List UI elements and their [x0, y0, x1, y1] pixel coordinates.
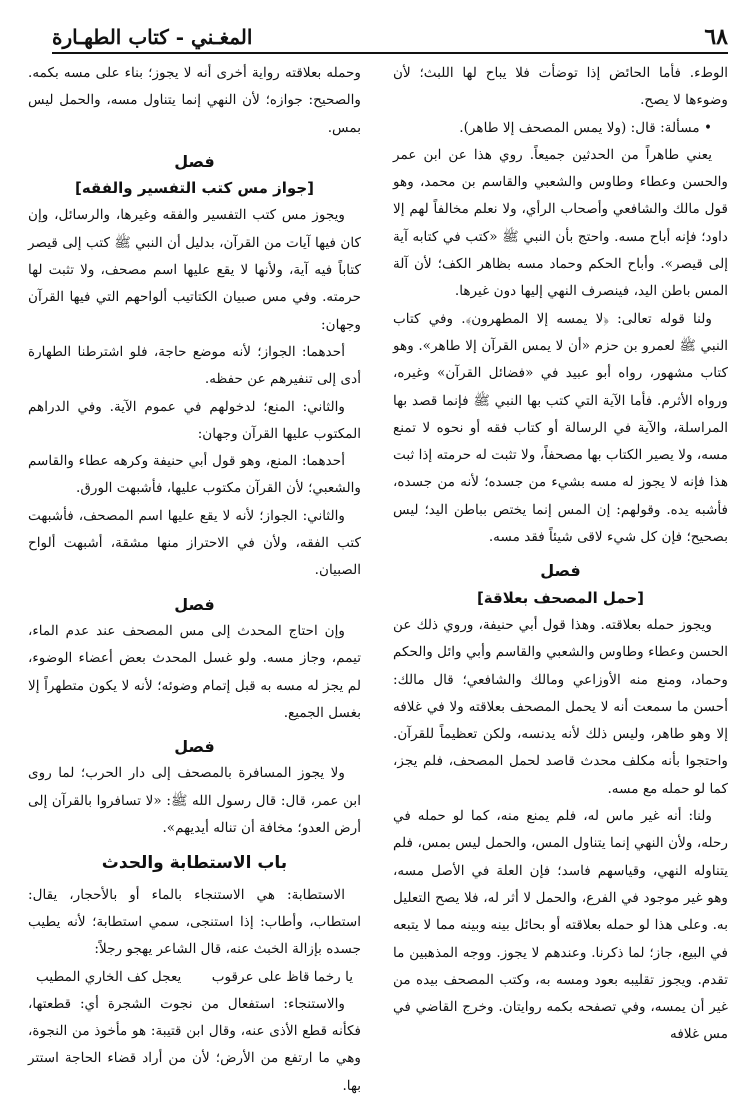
section-heading: فصل: [174, 151, 215, 171]
chapter-heading: باب الاستطابة والحدث: [101, 853, 288, 874]
section-subtitle: [حمل المصحف بعلاقة]: [476, 588, 645, 607]
paragraph: ولنا: أنه غير ماس له، فلم يمنع منه، كما لو حمله في رحله، ولأن النهي إنما يتناول المس، والحمل ليس بمس، فلم يتناوله النهي، وقياسهم فاسد؛ فإن العلة في الأصل مسه، وهو غير موجود في الفرع، والحمل لا أثر له، فلا يصح التعليل به. وعلى هذا لو حمله بعلاقته أو بحائل بينه وبينه مما لا يتبعه في البيع، جاز؛ لما ذكرنا. وعندهم لا يجوز. ووجه المذهبين ما تقدم. ويجوز تقليبه بعود ومسه به، وكتب المصحف بيده من غير أن يمسه، وفي تصفحه بكمه روايتان. وخرج القاضي في مس غلافه: [393, 808, 728, 1043]
paragraph: والثاني: الجواز؛ لأنه لا يقع عليها اسم المصحف، فأشبهت كتب الفقه، ولأن في الاحتراز منها مشقة، أشبهت ألواح الصبيان.: [28, 507, 361, 579]
paragraph: الوطء. فأما الحائض إذا توضأت فلا يباح لها اللبث؛ لأن وضوءها لا يصح.: [393, 65, 728, 109]
running-header: [52, 22, 728, 54]
paragraph: والاستنجاء: استفعال من نجوت الشجرة أي: قطعتها، فكأنه قطع الأذى عنه، وقال ابن قتيبة: هو مأخوذ من النجوة، وهي ما ارتفع من الأرض؛ لأن من أراد قضاء الحاجة استتر بها.: [28, 995, 361, 1094]
paragraph: ولنا قوله تعالى: ﴿لا يمسه إلا المطهرون﴾. وفي كتاب النبي ﷺ لعمرو بن حزم «أن لا يمس القرآن إلا طاهر». وهو كتاب مشهور، رواه أبو عبيد في «فضائل القرآن» وغيره، ورواه الأثرم. فأما الآية التي كتب بها النبي ﷺ فإنما قصد بها المراسلة، والآية في الرسالة أو كتاب فقه أو نحوه لا تمنع مسه، ولا يصير الكتاب بها مصحفاً، ولا تثبت له حرمته إذا ثبت هذا فإنه لا يجوز له مسه بشيء من جسده؛ لأنه من جسده، فأشبه يده. وقولهم: إن المس إنما يختص بباطن اليد؛ ليس بصحيح؛ فإن كل شيء لاقى شيئاً فقد مسه.: [393, 310, 728, 546]
right-column: [393, 60, 728, 1080]
left-column: [28, 60, 361, 1094]
hemistich: يعجل كف الخاري المطيب: [36, 968, 182, 985]
paragraph: وحمله بعلاقته رواية أخرى أنه لا يجوز؛ بناء على مسه بكمه. والصحيح: جوازه؛ لأن النهي إنما يتناول مسه، والحمل ليس بمس.: [28, 65, 361, 136]
page-number: ٦٨: [704, 24, 728, 50]
paragraph: يعني طاهراً من الحدثين جميعاً. روي هذا عن ابن عمر والحسن وعطاء وطاوس والشعبي والقاسم بن محمد، وهو قول مالك والشافعي وأصحاب الرأي، ولا نعلم مخالفاً لهم إلا داود؛ فإنه أباح مسه. واحتج بأن النبي ﷺ «كتب في كتابه آية إلى قيصر». وأباح الحكم وحماد مسه بظاهر الكف؛ لأن آلة المس باطن اليد، فينصرف النهي إليها دون غيرها.: [393, 146, 728, 300]
paragraph: ولا يجوز المسافرة بالمصحف إلى دار الحرب؛ لما روى ابن عمر، قال: قال رسول الله ﷺ: «لا تسافروا بالقرآن إلى أرض العدو؛ مخافة أن تناله أيديهم».: [28, 765, 361, 837]
paragraph: الاستطابة: هي الاستنجاء بالماء أو بالأحجار، يقال: استطاب، وأطاب: إذا استنجى، سمي استطابة؛ لأنه يطيب جسده بإزالة الخبث عنه، قال الشاعر يهجو رجلاً:: [28, 886, 361, 958]
section-subtitle: [جواز مس كتب التفسير والفقه]: [74, 179, 314, 198]
paragraph: ويجوز مس كتب التفسير والفقه وغيرها، والرسائل، وإن كان فيها آيات من القرآن، بدليل أن النبي ﷺ كتب إلى قيصر كتاباً فيه آية، ولأنها لا يقع عليها اسم مصحف، ولا تثبت لها حرمته. وفي مس صبيان الكتاتيب ألواحهم التي فيها القرآن وجهان:: [28, 207, 361, 333]
section-heading: فصل: [174, 737, 215, 757]
running-title: المغـني - كتاب الطهـارة: [52, 25, 253, 49]
section-heading: فصل: [174, 594, 215, 614]
verse-line: [28, 964, 361, 991]
paragraph: أحدهما: الجواز؛ لأنه موضع حاجة، فلو اشترطنا الطهارة أدى إلى تنفيرهم عن حفظه.: [28, 343, 361, 388]
paragraph: وإن احتاج المحدث إلى مس المصحف عند عدم الماء، تيمم، وجاز مسه. ولو غسل المحدث بعض أعضاء الوضوء، لم يجز له مسه به قبل إتمام وضوئه؛ لأنه لا يكون متطهراً إلا بغسل الجميع.: [28, 622, 361, 721]
paragraph: • مسألة: قال: (ولا يمس المصحف إلا طاهر).: [459, 119, 712, 136]
paragraph: والثاني: المنع؛ لدخولهم في عموم الآية. وفي الدراهم المكتوب عليها القرآن وجهان:: [28, 398, 361, 442]
paragraph: ويجوز حمله بعلاقته. وهذا قول أبي حنيفة، وروي ذلك عن الحسن وعطاء وطاوس والشعبي والقاسم وأبي وائل والحكم وحماد، ومنع منه الأوزاعي ومالك والشافعي؛ قال مالك: أحسن ما سمعت أنه لا يحمل المصحف بعلاقته ولا في غلافه إلا وهو طاهر، وليس ذلك لأنه يدنسه، ولكن تعظيماً للقرآن. واحتجوا بأنه مكلف محدث قاصد لحمل المصحف، فلم يجز، كما لو حمله مع مسه.: [393, 616, 728, 797]
hemistich: يا رخما قاظ على عرقوب: [211, 968, 353, 985]
paragraph: أحدهما: المنع، وهو قول أبي حنيفة وكرهه عطاء والقاسم والشعبي؛ لأن القرآن مكتوب عليها، فأشبهت الورق.: [28, 453, 361, 497]
section-heading: فصل: [540, 561, 581, 581]
